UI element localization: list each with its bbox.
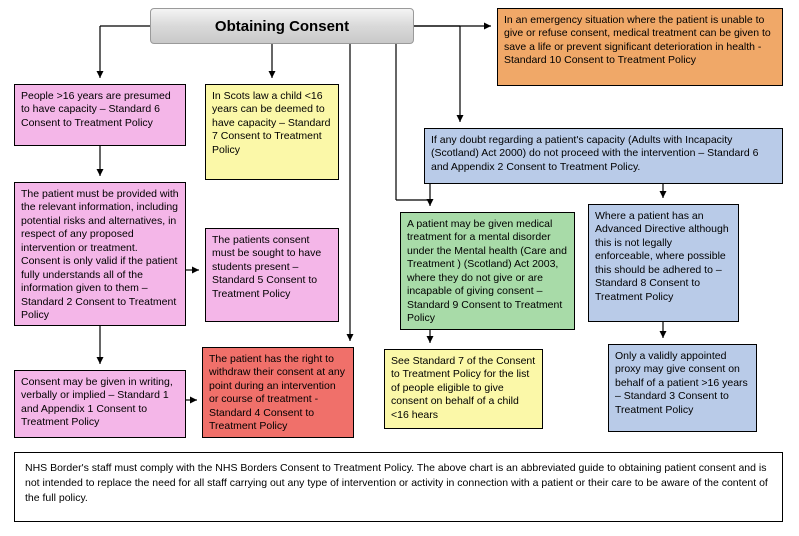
footer-disclaimer xyxy=(14,452,783,522)
box-scots-law-child xyxy=(205,84,339,180)
box-advanced-directive xyxy=(588,204,739,322)
box-advanced-directive-text: Where a patient has an Advanced Directive although this is not legally enforceable, where possible this should be adhered to – Standard 8 Consent to Treatment Policy xyxy=(595,210,729,303)
box-mental-health-act-text: A patient may be given medical treatment for a mental disorder under the Mental health (Care and Treatment ) (Scotland) Act 2003, where they do not give or are incapable of giving consent – Standard 9 Consent to Treatment Policy xyxy=(407,218,567,325)
chart-title xyxy=(150,8,414,44)
box-any-doubt-capacity-text: If any doubt regarding a patient's capacity (Adults with Incapacity (Scotland) Act 2000) do not proceed with the intervention – Standard 6 and Appendix 2 Consent to Treatment Policy. xyxy=(431,134,759,173)
box-standard7-list xyxy=(384,349,543,429)
box-mental-health-act xyxy=(400,212,575,330)
box-consent-given-form-text: Consent may be given in writing, verbally or implied – Standard 1 and Appendix 1 Consent to Treatment Policy xyxy=(21,376,173,429)
box-over16-capacity xyxy=(14,84,186,146)
box-over16-capacity-text: People >16 years are presumed to have capacity – Standard 6 Consent to Treatment Policy xyxy=(21,90,171,129)
box-consent-given-form xyxy=(14,370,186,438)
box-standard7-list-text: See Standard 7 of the Consent to Treatment Policy for the list of people eligible to give consent on behalf of a child <16 hears xyxy=(391,355,536,421)
footer-text: NHS Border's staff must comply with the NHS Borders Consent to Treatment Policy. The above chart is an abbreviated guide to obtaining patient consent and is not intended to replace the need for all staff carrying out any type of intervention or activity in connection with a patient or their care to be aware of the content of the full policy. xyxy=(25,462,768,505)
box-right-to-withdraw xyxy=(202,347,354,438)
box-any-doubt-capacity xyxy=(424,128,783,184)
box-validly-appointed-proxy xyxy=(608,344,757,432)
box-students-present-text: The patients consent must be sought to have students present – Standard 5 Consent to Treatment Policy xyxy=(212,234,322,300)
box-scots-law-child-text: In Scots law a child <16 years can be deemed to have capacity – Standard 7 Consent to Treatment Policy xyxy=(212,90,331,156)
box-relevant-information-text: The patient must be provided with the relevant information, including potential risks and alternatives, in respect of any proposed intervention or treatment. Consent is only valid if the patient fully understands all of the information given to them – Standard 2 Consent to Treatment Policy xyxy=(21,188,179,321)
box-students-present xyxy=(205,228,339,322)
box-validly-appointed-proxy-text: Only a validly appointed proxy may give consent on behalf of a patient >16 years – Standard 3 Consent to Treatment Policy xyxy=(615,350,748,416)
box-relevant-information xyxy=(14,182,186,326)
chart-title-text: Obtaining Consent xyxy=(214,17,350,35)
box-emergency xyxy=(497,8,783,86)
box-emergency-text: In an emergency situation where the patient is unable to give or refuse consent, medical treatment can be given to save a life or prevent significant deterioration in health -Standard 10 Consent to Treatment Policy xyxy=(504,14,771,67)
box-right-to-withdraw-text: The patient has the right to withdraw their consent at any point during an intervention or course of treatment -Standard 4 Consent to Treatment Policy xyxy=(209,353,345,433)
